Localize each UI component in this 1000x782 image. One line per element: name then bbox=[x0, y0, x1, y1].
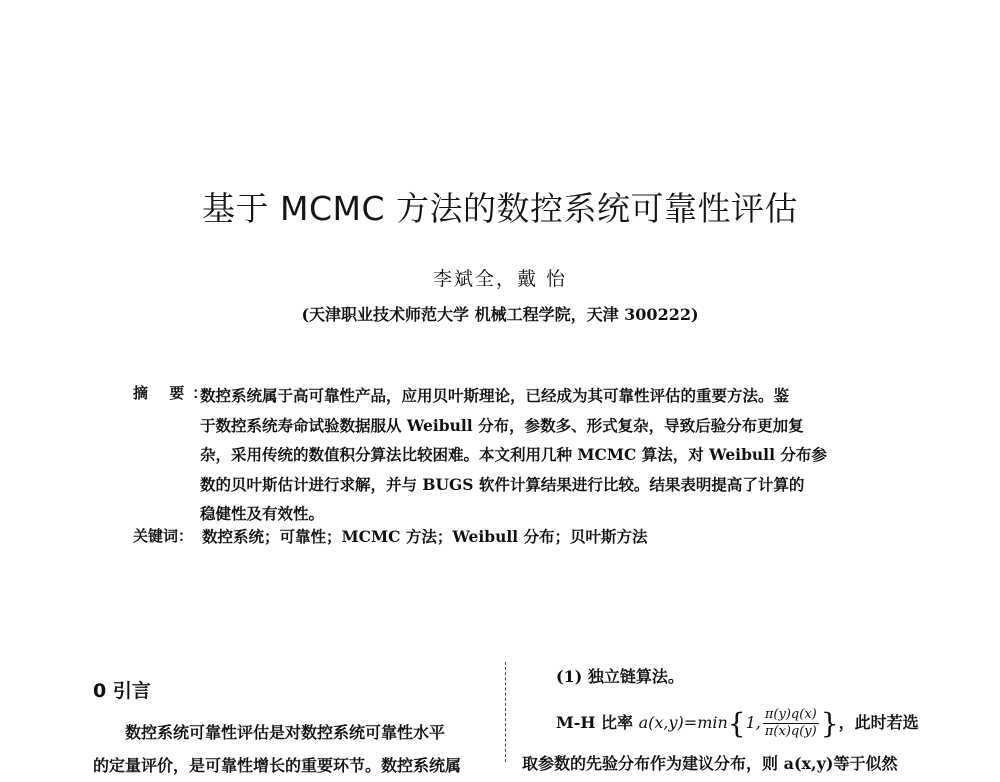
abstract-line: 杂，采用传统的数值积分算法比较困难。本文利用几种 MCMC 算法，对 Weibull 分布参 bbox=[200, 445, 827, 464]
abstract-label: 摘 要： bbox=[133, 384, 216, 402]
mh-fraction bbox=[763, 707, 819, 740]
abstract-line: 稳健性及有效性。 bbox=[200, 504, 325, 523]
paper-affiliation: (天津职业技术师范大学 机械工程学院，天津 300222) bbox=[301, 305, 699, 324]
left-brace-icon: { bbox=[727, 707, 746, 740]
paragraph-line: 数控系统可靠性评估是对数控系统可靠性水平 bbox=[125, 723, 446, 742]
mh-one: 1, bbox=[745, 713, 761, 732]
introduction-paragraph bbox=[93, 716, 489, 782]
section-heading-introduction: 0 引言 bbox=[93, 680, 151, 702]
keywords-text: 数控系统；可靠性；MCMC 方法；Weibull 分布；贝叶斯方法 bbox=[202, 527, 648, 546]
paper-authors: 李斌全，戴 怡 bbox=[432, 268, 568, 290]
abstract-body bbox=[200, 381, 890, 529]
right-brace-icon: } bbox=[820, 707, 839, 740]
mh-suffix: ，此时若选 bbox=[838, 713, 919, 732]
mh-denominator: π(x)q(y) bbox=[764, 724, 817, 739]
abstract-line: 数的贝叶斯估计进行求解，并与 BUGS 软件计算结果进行比较。结果表明提高了计算的 bbox=[200, 474, 805, 494]
abstract-line: 于数控系统寿命试验数据服从 Weibull 分布，参数多、形式复杂，导致后验分布更加复 bbox=[200, 415, 804, 435]
mh-numerator: π(y)q(x) bbox=[764, 707, 817, 722]
mh-lhs: a(x,y)=min bbox=[638, 713, 728, 732]
right-column-next-line: 取参数的先验分布作为建议分布，则 a(x,y)等于似然 bbox=[522, 754, 898, 773]
mh-prefix: M-H 比率 bbox=[556, 713, 639, 732]
keywords-label: 关键词： bbox=[133, 527, 194, 545]
abstract-line: 数控系统属于高可靠性产品，应用贝叶斯理论，已经成为其可靠性评估的重要方法。鉴 bbox=[200, 386, 790, 405]
paper-title: 基于 MCMC 方法的数控系统可靠性评估 bbox=[201, 189, 798, 228]
paragraph-line: 的定量评价，是可靠性增长的重要环节。数控系统属 bbox=[93, 756, 462, 775]
column-divider bbox=[505, 662, 506, 762]
item-heading-independent-chain: (1) 独立链算法。 bbox=[556, 667, 684, 686]
mh-ratio-formula-line bbox=[556, 707, 936, 740]
